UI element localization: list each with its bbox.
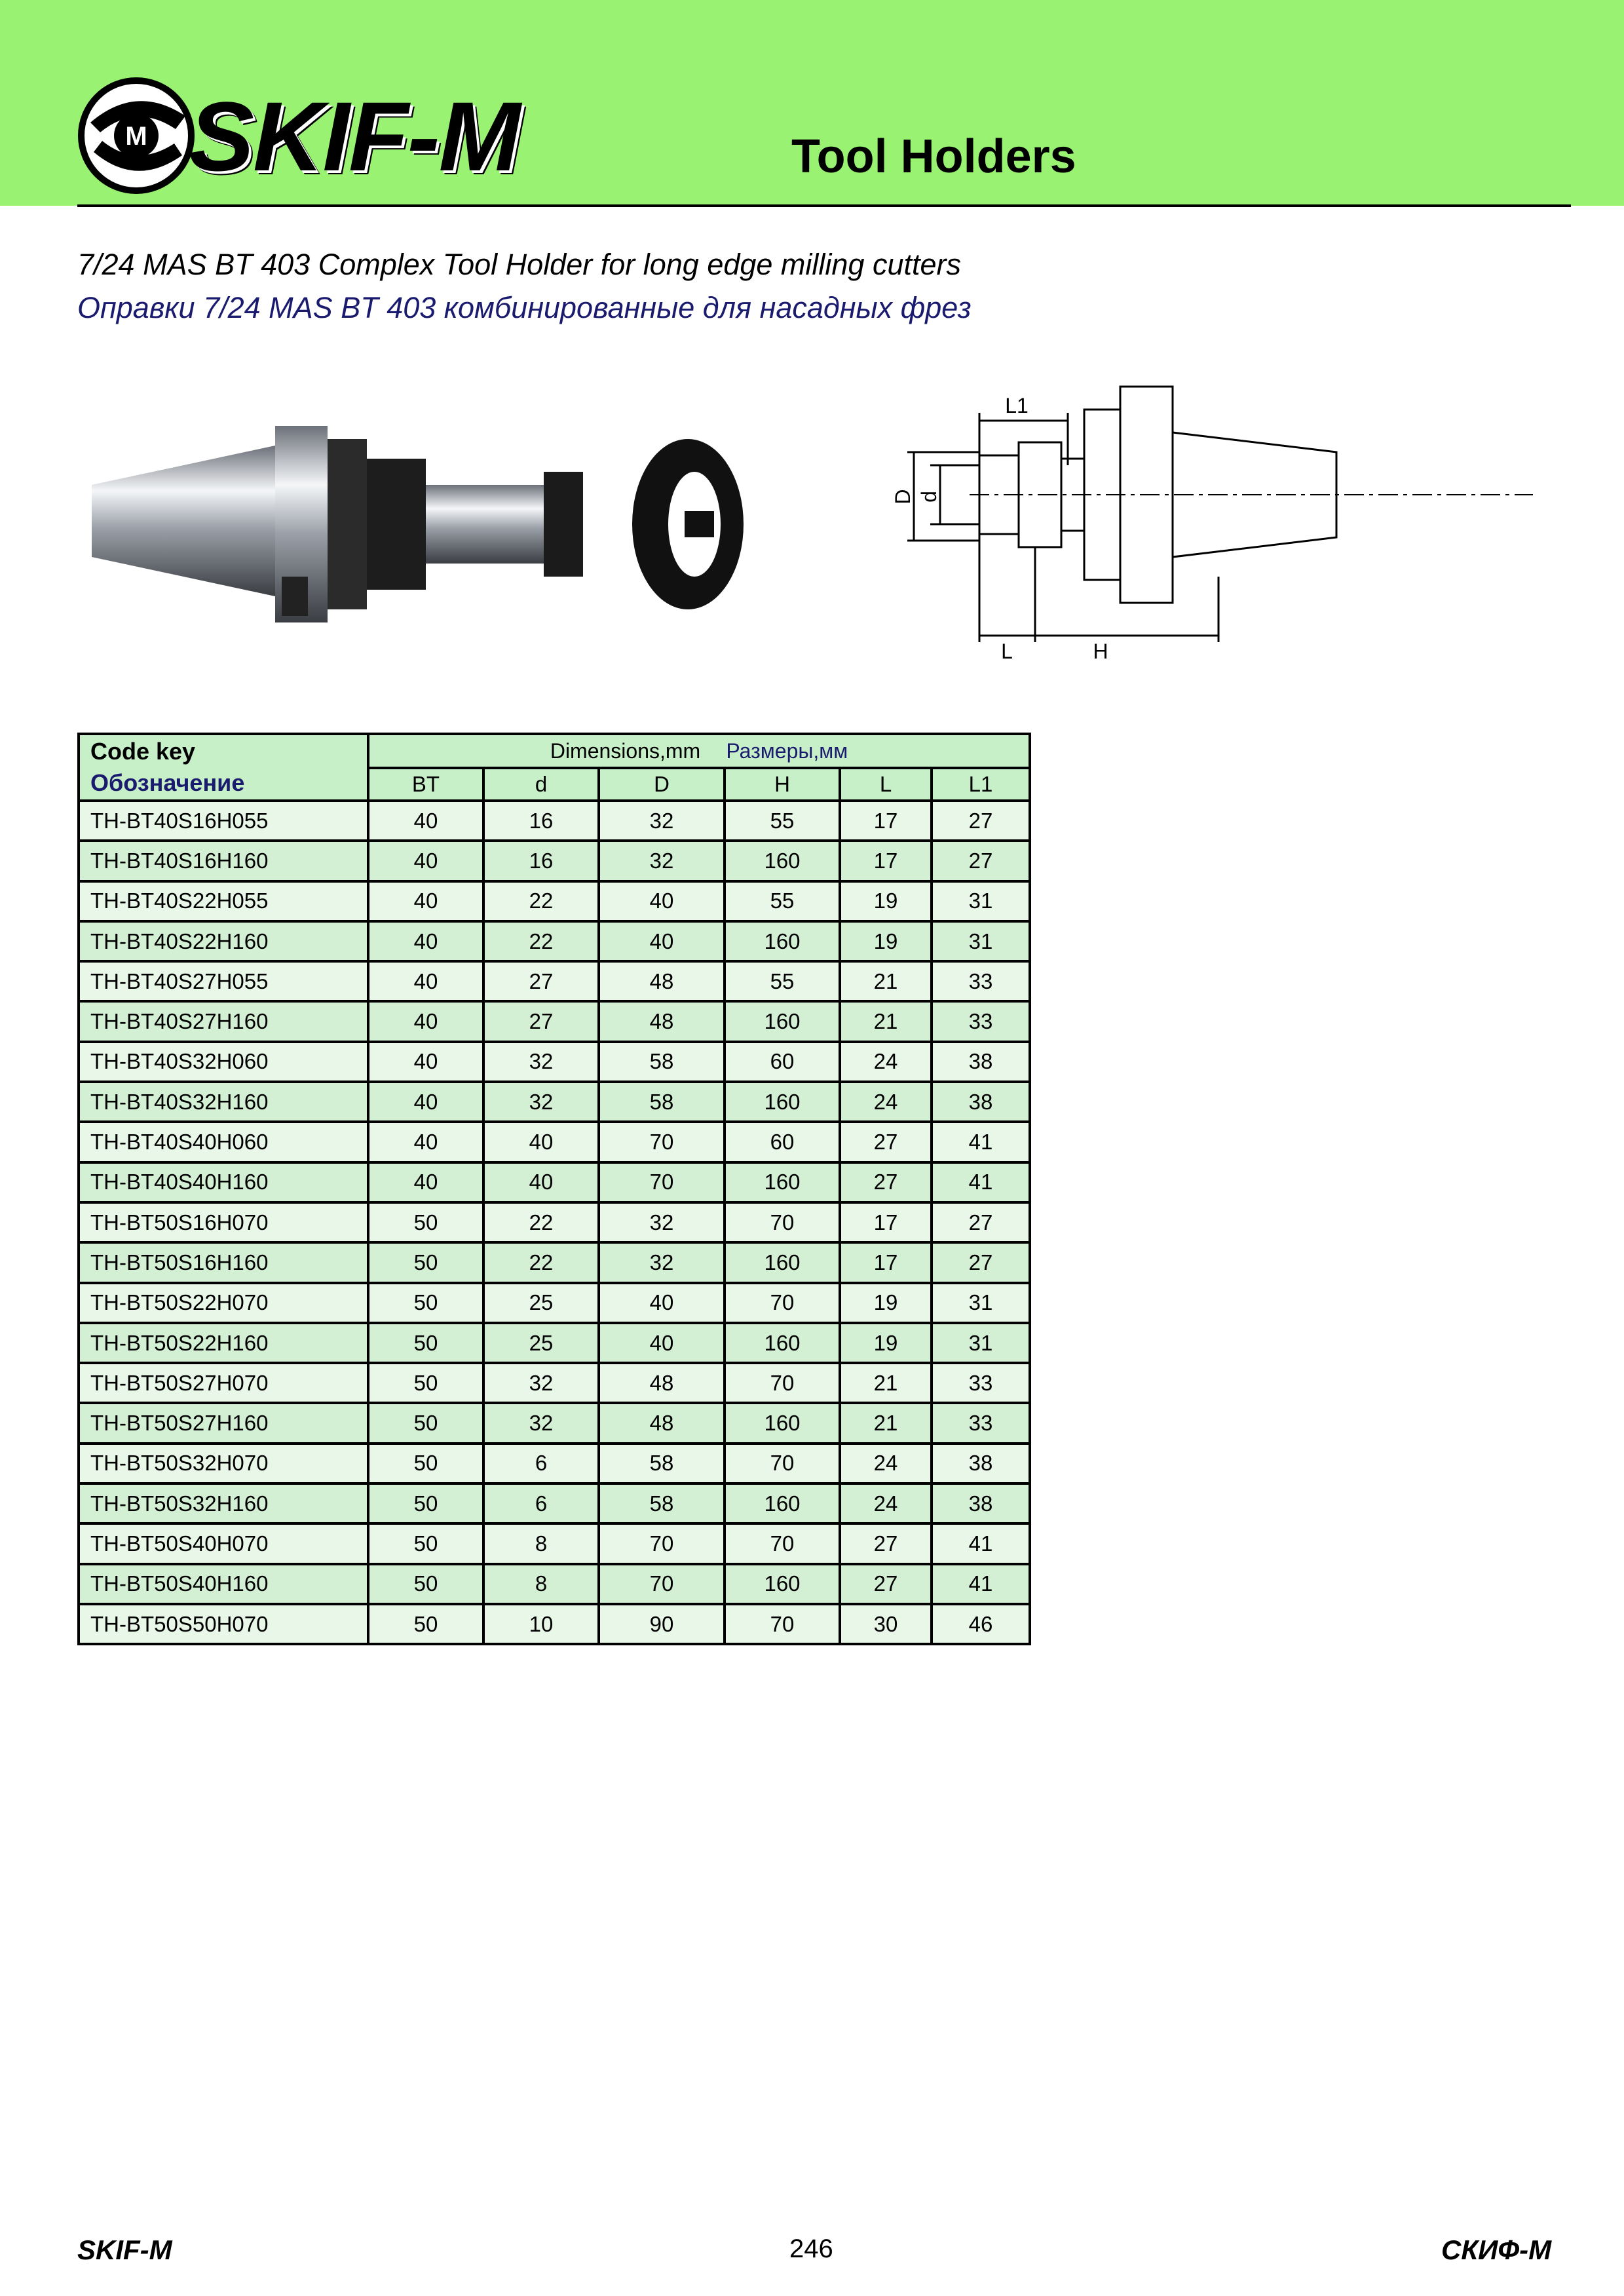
value-cell: 50 <box>368 1564 483 1604</box>
value-cell: 40 <box>368 921 483 961</box>
value-cell: 58 <box>599 1444 725 1483</box>
value-cell: 40 <box>368 1042 483 1082</box>
value-cell: 19 <box>840 1323 932 1363</box>
value-cell: 22 <box>483 1202 599 1242</box>
value-cell: 41 <box>932 1564 1030 1604</box>
code-cell: TH-BT50S40H070 <box>79 1523 368 1563</box>
value-cell: 32 <box>599 841 725 881</box>
value-cell: 50 <box>368 1283 483 1323</box>
table-row <box>79 1444 1030 1483</box>
value-cell: 27 <box>840 1162 932 1202</box>
column-header: L1 <box>932 768 1030 801</box>
value-cell: 160 <box>725 1001 840 1041</box>
value-cell: 50 <box>368 1242 483 1282</box>
value-cell: 40 <box>483 1162 599 1202</box>
value-cell: 60 <box>725 1042 840 1082</box>
code-cell: TH-BT40S32H060 <box>79 1042 368 1082</box>
value-cell: 38 <box>932 1082 1030 1122</box>
table-row <box>79 1564 1030 1604</box>
code-cell: TH-BT40S27H055 <box>79 961 368 1001</box>
column-header: H <box>725 768 840 801</box>
logo-wordmark: SKIF-M <box>189 81 519 191</box>
column-header: BT <box>368 768 483 801</box>
value-cell: 40 <box>368 1001 483 1041</box>
value-cell: 38 <box>932 1483 1030 1523</box>
table-row <box>79 1162 1030 1202</box>
value-cell: 32 <box>599 1242 725 1282</box>
value-cell: 46 <box>932 1604 1030 1644</box>
value-cell: 38 <box>932 1444 1030 1483</box>
value-cell: 160 <box>725 921 840 961</box>
value-cell: 70 <box>725 1202 840 1242</box>
value-cell: 70 <box>725 1604 840 1644</box>
svg-text:M: M <box>125 122 147 151</box>
value-cell: 19 <box>840 921 932 961</box>
skif-m-logo <box>77 73 549 198</box>
value-cell: 30 <box>840 1604 932 1644</box>
table-row <box>79 1403 1030 1443</box>
value-cell: 160 <box>725 1564 840 1604</box>
value-cell: 32 <box>483 1403 599 1443</box>
label-L1: L1 <box>1005 394 1029 417</box>
value-cell: 90 <box>599 1604 725 1644</box>
value-cell: 33 <box>932 1001 1030 1041</box>
table-row <box>79 1283 1030 1323</box>
value-cell: 55 <box>725 801 840 841</box>
value-cell: 27 <box>932 1202 1030 1242</box>
value-cell: 58 <box>599 1082 725 1122</box>
value-cell: 27 <box>483 1001 599 1041</box>
value-cell: 17 <box>840 1242 932 1282</box>
code-key-label: Code key <box>90 738 196 765</box>
value-cell: 58 <box>599 1483 725 1523</box>
table-body <box>79 801 1030 1644</box>
value-cell: 70 <box>599 1122 725 1162</box>
value-cell: 40 <box>368 1082 483 1122</box>
code-cell: TH-BT40S32H160 <box>79 1082 368 1122</box>
table-row <box>79 921 1030 961</box>
value-cell: 70 <box>725 1523 840 1563</box>
dimensions-header <box>368 734 1030 768</box>
code-cell: TH-BT50S32H070 <box>79 1444 368 1483</box>
code-cell: TH-BT40S22H055 <box>79 881 368 921</box>
value-cell: 50 <box>368 1523 483 1563</box>
header-divider <box>77 204 1571 207</box>
dimensions-label-ru: Размеры,мм <box>726 739 848 763</box>
value-cell: 40 <box>368 841 483 881</box>
drive-slot <box>282 577 308 616</box>
page-title: Tool Holders <box>791 130 1076 183</box>
value-cell: 27 <box>840 1564 932 1604</box>
value-cell: 31 <box>932 1283 1030 1323</box>
value-cell: 55 <box>725 881 840 921</box>
value-cell: 160 <box>725 1162 840 1202</box>
code-key-label-ru: Обозначение <box>90 769 245 796</box>
value-cell: 17 <box>840 841 932 881</box>
table-row <box>79 841 1030 881</box>
column-header: L <box>840 768 932 801</box>
table-row <box>79 1323 1030 1363</box>
value-cell: 40 <box>368 1122 483 1162</box>
value-cell: 70 <box>725 1363 840 1403</box>
value-cell: 32 <box>483 1042 599 1082</box>
nut <box>367 459 426 590</box>
code-cell: TH-BT50S16H070 <box>79 1202 368 1242</box>
value-cell: 160 <box>725 1323 840 1363</box>
value-cell: 60 <box>725 1122 840 1162</box>
footer-brand-ru: СКИФ-М <box>1441 2234 1552 2265</box>
code-cell: TH-BT40S16H055 <box>79 801 368 841</box>
value-cell: 50 <box>368 1363 483 1403</box>
value-cell: 40 <box>599 1323 725 1363</box>
value-cell: 160 <box>725 1483 840 1523</box>
code-cell: TH-BT50S40H160 <box>79 1564 368 1604</box>
value-cell: 160 <box>725 841 840 881</box>
arbor-pilot <box>426 485 563 564</box>
value-cell: 22 <box>483 921 599 961</box>
value-cell: 70 <box>599 1523 725 1563</box>
value-cell: 19 <box>840 1283 932 1323</box>
value-cell: 8 <box>483 1564 599 1604</box>
table-row <box>79 1604 1030 1644</box>
logo-emblem-icon <box>77 77 195 195</box>
collar <box>328 439 367 609</box>
code-cell: TH-BT50S22H160 <box>79 1323 368 1363</box>
value-cell: 6 <box>483 1483 599 1523</box>
code-cell: TH-BT50S27H160 <box>79 1403 368 1443</box>
column-header: d <box>483 768 599 801</box>
value-cell: 8 <box>483 1523 599 1563</box>
taper-shank <box>92 446 275 596</box>
drive-key <box>544 472 583 577</box>
value-cell: 70 <box>599 1564 725 1604</box>
table-row <box>79 1363 1030 1403</box>
value-cell: 27 <box>932 1242 1030 1282</box>
value-cell: 40 <box>599 881 725 921</box>
value-cell: 50 <box>368 1323 483 1363</box>
value-cell: 27 <box>932 841 1030 881</box>
value-cell: 40 <box>368 1162 483 1202</box>
value-cell: 24 <box>840 1483 932 1523</box>
value-cell: 27 <box>840 1523 932 1563</box>
label-L: L <box>1001 640 1013 663</box>
value-cell: 50 <box>368 1483 483 1523</box>
dimensions-table <box>77 733 1031 1645</box>
code-cell: TH-BT40S16H160 <box>79 841 368 881</box>
value-cell: 50 <box>368 1403 483 1443</box>
value-cell: 48 <box>599 1403 725 1443</box>
value-cell: 24 <box>840 1082 932 1122</box>
code-cell: TH-BT50S50H070 <box>79 1604 368 1644</box>
value-cell: 41 <box>932 1122 1030 1162</box>
value-cell: 40 <box>599 921 725 961</box>
table-row <box>79 1202 1030 1242</box>
value-cell: 6 <box>483 1444 599 1483</box>
value-cell: 160 <box>725 1242 840 1282</box>
label-d: d <box>917 491 941 503</box>
value-cell: 32 <box>483 1082 599 1122</box>
value-cell: 70 <box>725 1444 840 1483</box>
value-cell: 21 <box>840 1403 932 1443</box>
code-cell: TH-BT50S32H160 <box>79 1483 368 1523</box>
page-number: 246 <box>789 2234 833 2263</box>
value-cell: 50 <box>368 1202 483 1242</box>
footer-brand: SKIF-M <box>77 2234 172 2265</box>
label-D: D <box>891 489 915 505</box>
value-cell: 48 <box>599 1001 725 1041</box>
value-cell: 10 <box>483 1604 599 1644</box>
value-cell: 38 <box>932 1042 1030 1082</box>
value-cell: 21 <box>840 1001 932 1041</box>
value-cell: 27 <box>483 961 599 1001</box>
value-cell: 41 <box>932 1162 1030 1202</box>
label-H: H <box>1093 640 1108 663</box>
value-cell: 40 <box>599 1283 725 1323</box>
table-row <box>79 1122 1030 1162</box>
technical-drawing <box>852 380 1539 681</box>
value-cell: 41 <box>932 1523 1030 1563</box>
value-cell: 55 <box>725 961 840 1001</box>
table-row <box>79 801 1030 841</box>
value-cell: 17 <box>840 1202 932 1242</box>
value-cell: 16 <box>483 841 599 881</box>
code-cell: TH-BT40S40H060 <box>79 1122 368 1162</box>
column-header: D <box>599 768 725 801</box>
value-cell: 22 <box>483 881 599 921</box>
value-cell: 48 <box>599 1363 725 1403</box>
value-cell: 32 <box>599 1202 725 1242</box>
value-cell: 21 <box>840 1363 932 1403</box>
table-row <box>79 881 1030 921</box>
code-cell: TH-BT50S22H070 <box>79 1283 368 1323</box>
table-row <box>79 1523 1030 1563</box>
table-row <box>79 1242 1030 1282</box>
code-cell: TH-BT40S22H160 <box>79 921 368 961</box>
table-row <box>79 1042 1030 1082</box>
value-cell: 70 <box>725 1283 840 1323</box>
value-cell: 40 <box>368 801 483 841</box>
value-cell: 31 <box>932 921 1030 961</box>
value-cell: 33 <box>932 1363 1030 1403</box>
subtitle-english: 7/24 MAS BT 403 Complex Tool Holder for long edge milling cutters <box>77 248 962 281</box>
value-cell: 32 <box>483 1363 599 1403</box>
code-cell: TH-BT50S27H070 <box>79 1363 368 1403</box>
value-cell: 50 <box>368 1444 483 1483</box>
value-cell: 70 <box>599 1162 725 1202</box>
code-cell: TH-BT50S16H160 <box>79 1242 368 1282</box>
table-row <box>79 1001 1030 1041</box>
code-key-header <box>79 734 368 801</box>
value-cell: 160 <box>725 1403 840 1443</box>
value-cell: 40 <box>368 961 483 1001</box>
value-cell: 16 <box>483 801 599 841</box>
value-cell: 22 <box>483 1242 599 1282</box>
code-cell: TH-BT40S27H160 <box>79 1001 368 1041</box>
value-cell: 24 <box>840 1444 932 1483</box>
value-cell: 33 <box>932 961 1030 1001</box>
value-cell: 31 <box>932 1323 1030 1363</box>
subtitle-russian: Оправки 7/24 MAS BT 403 комбинированные для насадных фрез <box>77 291 972 324</box>
value-cell: 24 <box>840 1042 932 1082</box>
table-row <box>79 961 1030 1001</box>
value-cell: 27 <box>932 801 1030 841</box>
value-cell: 21 <box>840 961 932 1001</box>
tool-holder-photo <box>85 413 753 636</box>
value-cell: 58 <box>599 1042 725 1082</box>
value-cell: 160 <box>725 1082 840 1122</box>
value-cell: 48 <box>599 961 725 1001</box>
code-cell: TH-BT40S40H160 <box>79 1162 368 1202</box>
value-cell: 27 <box>840 1122 932 1162</box>
dimensions-label: Dimensions,mm <box>550 739 701 763</box>
table-row <box>79 1483 1030 1523</box>
value-cell: 19 <box>840 881 932 921</box>
clamp-ring-lug <box>685 511 714 537</box>
value-cell: 25 <box>483 1283 599 1323</box>
value-cell: 31 <box>932 881 1030 921</box>
value-cell: 25 <box>483 1323 599 1363</box>
value-cell: 33 <box>932 1403 1030 1443</box>
value-cell: 17 <box>840 801 932 841</box>
table-row <box>79 1082 1030 1122</box>
value-cell: 40 <box>368 881 483 921</box>
value-cell: 40 <box>483 1122 599 1162</box>
value-cell: 32 <box>599 801 725 841</box>
value-cell: 50 <box>368 1604 483 1644</box>
